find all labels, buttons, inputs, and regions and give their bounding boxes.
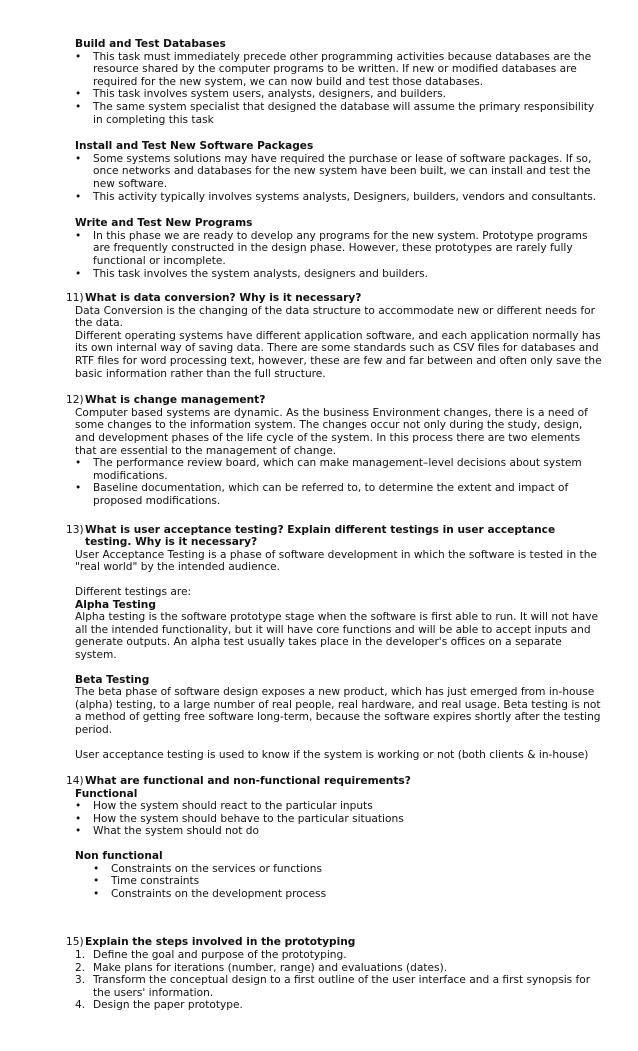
step-number: 2.: [75, 961, 86, 974]
question-12-heading: [0, 394, 638, 407]
step-text: Define the goal and purpose of the prototyping.: [93, 949, 347, 962]
bullet-list: [75, 153, 602, 203]
list-item: [75, 999, 602, 1012]
paragraph: Data Conversion is the changing of the data structure to accommodate new or different needs for the data.: [75, 304, 595, 330]
question-14-heading: [0, 775, 638, 788]
list-item: • What the system should not do: [75, 825, 602, 838]
numbered-list: [75, 949, 602, 1012]
question-12-body: [0, 407, 638, 508]
list-item: • This task involves system users, analysts, designers, and builders.: [75, 88, 602, 101]
list-item: • This task involves the system analysts, designers and builders.: [75, 268, 602, 281]
bullet-list: [75, 863, 602, 901]
question-number: 15): [66, 936, 84, 949]
step-text: Make plans for iterations (number, range) and evaluations (dates).: [93, 961, 448, 974]
list-item: • How the system should react to the particular inputs: [75, 800, 602, 813]
question-15-body: [0, 949, 638, 1012]
list-item: [75, 949, 602, 962]
section-heading: Build and Test Databases: [75, 38, 226, 50]
question-title: What is change management?: [85, 394, 266, 407]
question-title: What is data conversion? Why is it necessary?: [85, 292, 362, 305]
step-text: Design the paper prototype.: [93, 999, 243, 1012]
subheading-alpha: Alpha Testing: [75, 598, 156, 611]
paragraph: The beta phase of software design exposes a new product, which has just emerged from in-house (alpha) testing, to a large number of real people, real hardware, and real usage. Beta testing is not a method of getting free software long-term, because the software expires shortly after the testing period.: [75, 686, 601, 736]
question-title: What are functional and non-functional requirements?: [85, 775, 411, 788]
question-11-body: [0, 305, 638, 381]
question-15-heading: [0, 936, 638, 949]
section-build-databases: [0, 38, 638, 126]
step-text: Transform the conceptual design to a first outline of the user interface and a first synopsis for the users' information.: [93, 974, 591, 999]
question-13-body: [0, 549, 638, 761]
bullet-list: [75, 800, 602, 838]
list-item: • Baseline documentation, which can be referred to, to determine the extent and impact of proposed modifications.: [75, 482, 602, 507]
subheading-beta: Beta Testing: [75, 673, 150, 686]
section-write-programs: [0, 217, 638, 280]
list-item: • How the system should behave to the particular situations: [75, 813, 602, 826]
question-number: 13): [66, 523, 84, 536]
paragraph: Different operating systems have different application software, and each application normally has its own internal way of saving data. There are some standards such as CSV files for databases and RTF files for word processing text, however, these are few and far between and often only save the basic information rather than the full structure.: [75, 329, 602, 380]
list-item: • This activity typically involves systems analysts, Designers, builders, vendors and consultants.: [75, 191, 602, 204]
list-item: [75, 962, 602, 975]
section-heading: Write and Test New Programs: [75, 217, 253, 230]
section-install-software: [0, 140, 638, 203]
question-11-heading: [0, 292, 638, 305]
paragraph: User acceptance testing is used to know if the system is working or not (both clients & in-house): [75, 748, 589, 761]
subheading-nonfunctional: Non functional: [75, 850, 163, 863]
question-number: 11): [66, 292, 84, 305]
list-item: • This task must immediately precede other programming activities because databases are the resource shared by the computer programs to be written. If new or modified databases are required for the new system, we can now build and test those databases.: [75, 51, 602, 89]
question-13-heading: [0, 524, 638, 549]
question-number: 12): [66, 394, 84, 407]
list-item: • Time constraints: [93, 875, 602, 888]
step-number: 1.: [75, 949, 86, 962]
paragraph: Different testings are:: [75, 585, 192, 598]
section-heading: Install and Test New Software Packages: [75, 140, 314, 153]
step-number: 3.: [75, 974, 86, 987]
list-item: • Constraints on the services or functions: [93, 863, 602, 876]
question-title: What is user acceptance testing? Explain different testings in user acceptance testing. Why is it necessary?: [85, 523, 556, 549]
list-item: • The performance review board, which can make management–level decisions about system modifications.: [75, 457, 602, 482]
question-title: Explain the steps involved in the prototyping: [85, 936, 356, 949]
paragraph: Computer based systems are dynamic. As the business Environment changes, there is a need of some changes to the information system. The changes occur not only during the study, design, and development phases of the life cycle of the system. In this process there are two elements that are essential to the management of change.: [75, 406, 588, 457]
paragraph: User Acceptance Testing is a phase of software development in which the software is tested in the "real world" by the intended audience.: [75, 548, 597, 574]
paragraph: Alpha testing is the software prototype stage when the software is first able to run. It will not have all the intended functionality, but it will have core functions and will be able to accept inputs and generate outputs. An alpha test usually takes place in the developer's offices on a separate system.: [75, 611, 599, 661]
list-item: • The same system specialist that designed the database will assume the primary responsibility in completing this task: [75, 101, 602, 126]
question-number: 14): [66, 775, 84, 788]
bullet-list: [75, 230, 602, 280]
list-item: [75, 974, 602, 999]
list-item: • In this phase we are ready to develop any programs for the new system. Prototype programs are frequently constructed in the design phase. However, these prototypes are rarely fully functional or incomplete.: [75, 230, 602, 268]
bullet-list: [75, 457, 602, 507]
list-item: • Constraints on the development process: [93, 888, 602, 901]
question-14-body: [0, 788, 638, 901]
step-number: 4.: [75, 999, 86, 1012]
bullet-list: [75, 51, 602, 127]
list-item: • Some systems solutions may have required the purchase or lease of software packages. If so, once networks and databases for the new system have been built, we can install and test the new software.: [75, 153, 602, 191]
subheading-functional: Functional: [75, 787, 138, 800]
